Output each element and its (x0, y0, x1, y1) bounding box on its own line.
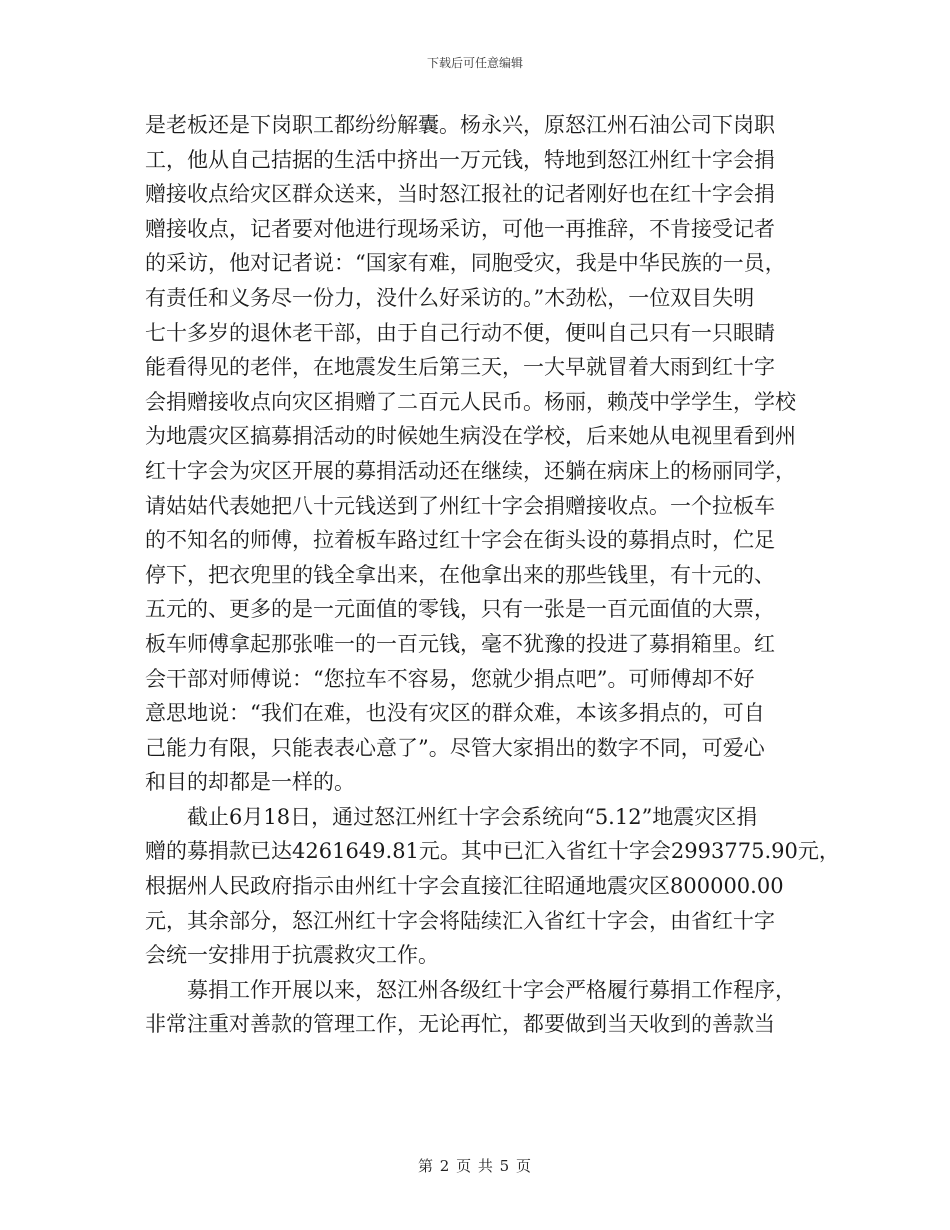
text-line: 会捐赠接收点向灾区捐赠了二百元人民币。杨丽，赖茂中学学生，学校 (145, 389, 796, 414)
text-line: 截止6月18日，通过怒江州红十字会系统向“5.12”地震灾区捐 (145, 804, 758, 829)
text-line: 是老板还是下岗职工都纷纷解囊。杨永兴，原怒江州石油公司下岗职 (145, 113, 775, 137)
text-line: 有责任和义务尽一份力，没什么好采访的。”木劲松，一位双目失明 (145, 285, 755, 310)
text-line: 己能力有限，只能表表心意了”。尽管大家捐出的数字不同，可爱心 (145, 735, 765, 760)
text-line: 赠的募捐款已达4261649.81元。其中已汇入省红十字会2993775.90元， (145, 839, 840, 864)
text-line: 赠接收点，记者要对他进行现场采访，可他一再推辞，不肯接受记者 (145, 216, 775, 241)
text-line: 会干部对师傅说：“您拉车不容易，您就少捐点吧”。可师傅却不好 (145, 666, 755, 691)
text-line: 请姑姑代表她把八十元钱送到了州红十字会捐赠接收点。一个拉板车 (145, 493, 775, 518)
text-line: 非常注重对善款的管理工作，无论再忙，都要做到当天收到的善款当 (145, 1012, 775, 1037)
text-line: 板车师傅拿起那张唯一的一百元钱，毫不犹豫的投进了募捐箱里。红 (145, 631, 775, 656)
text-line: 赠接收点给灾区群众送来，当时怒江报社的记者刚好也在红十字会捐 (145, 182, 775, 207)
text-line: 五元的、更多的是一元面值的零钱，只有一张是一百元面值的大票， (145, 597, 775, 622)
page-footer: 第 2 页 共 5 页 (418, 1157, 532, 1175)
text-line: 会统一安排用于抗震救灾工作。 (145, 943, 439, 968)
text-line: 七十多岁的退休老干部，由于自己行动不便，便叫自己只有一只眼睛 (145, 320, 775, 345)
document-body (145, 108, 840, 1042)
text-line: 的采访，他对记者说：“国家有难，同胞受灾，我是中华民族的一员， (145, 251, 786, 276)
text-line: 和目的却都是一样的。 (145, 770, 355, 795)
text-line: 意思地说：“我们在难，也没有灾区的群众难，本该多捐点的，可自 (145, 701, 765, 726)
text-line: 红十字会为灾区开展的募捐活动还在继续，还躺在病床上的杨丽同学， (145, 458, 796, 483)
text-line: 根据州人民政府指示由州红十字会直接汇往昭通地震灾区800000.00 (145, 874, 784, 899)
page-header: 下载后可任意编辑 (426, 56, 523, 70)
text-line: 为地震灾区搞募捐活动的时候她生病没在学校，后来她从电视里看到州 (145, 424, 796, 449)
text-line: 停下，把衣兜里的钱全拿出来，在他拿出来的那些钱里，有十元的、 (145, 562, 775, 587)
text-line: 工，他从自己拮据的生活中挤出一万元钱，特地到怒江州红十字会捐 (145, 147, 775, 172)
text-line: 能看得见的老伴，在地震发生后第三天，一大早就冒着大雨到红十字 (145, 355, 775, 380)
text-line: 募捐工作开展以来，怒江州各级红十字会严格履行募捐工作程序， (145, 977, 796, 1002)
text-line: 元，其余部分，怒江州红十字会将陆续汇入省红十字会，由省红十字 (145, 908, 775, 933)
text-line: 的不知名的师傅，拉着板车路过红十字会在街头设的募捐点时，伫足 (145, 528, 775, 553)
